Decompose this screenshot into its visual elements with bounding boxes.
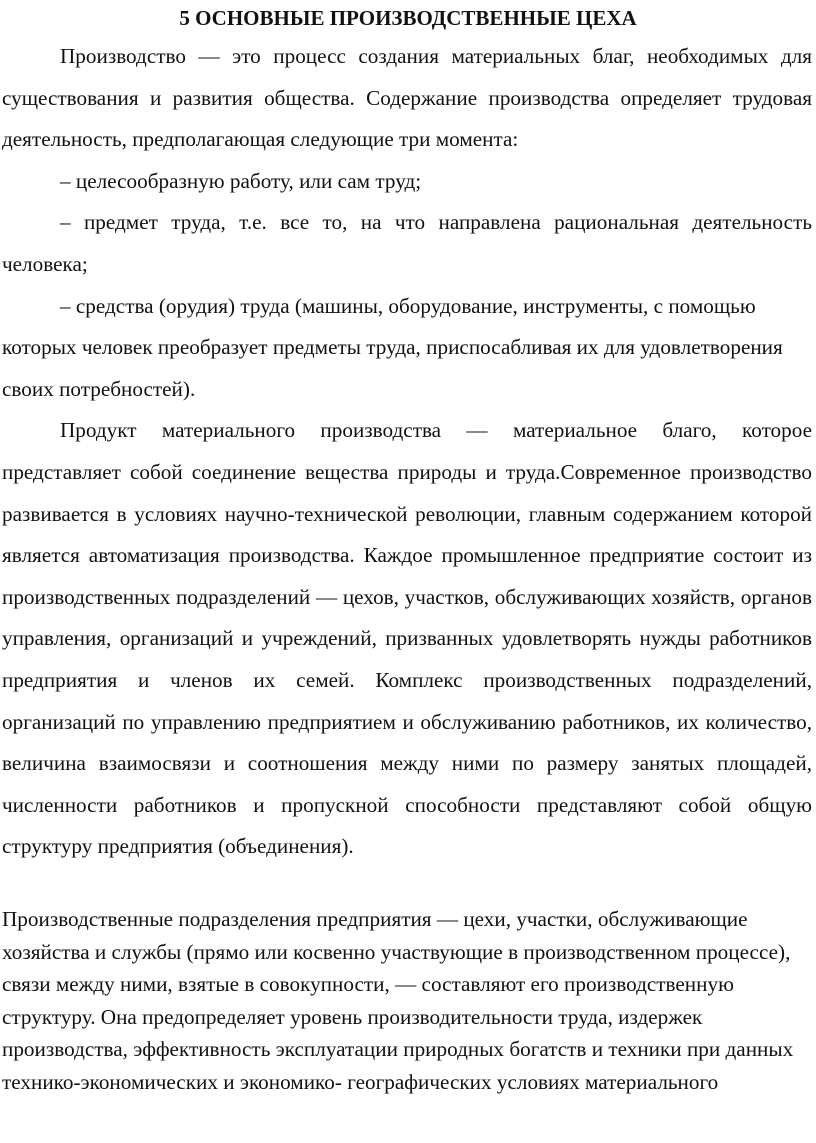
paragraph-production-structure: Производственные подразделения предприятия — цехи, участки, обслуживающие хозяйства и службы (прямо или косвенно участвующие в производственном процессе), связи между ними, взятые в совокупности, — составляют его производственную структуру. Она предопределяет уровень производительности труда, издержек производства, эффективность эксплуатации природных богатств и техники при данных технико-экономических и экономико- географических условиях материального <box>2 907 794 1094</box>
secondary-text-block <box>2 903 812 1098</box>
list-item-means-of-labor: – средства (орудия) труда (машины, оборудование, инструменты, с помощью которых человек преобразует предметы труда, приспосабливая их для удовлетворения своих потребностей). <box>2 293 783 401</box>
paragraph-product-and-structure: Продукт материального производства — материальное благо, которое представляет собой соединение вещества природы и труда.Современное производство развивается в условиях научно-технической революции, главным содержанием которой является автоматизация производства. Каждое промышленное предприятие состоит из производственных подразделений — цехов, участков, обслуживающих хозяйств, органов управления, организаций и учреждений, призванных удовлетворять нужды работников предприятия и членов их семей. Комплекс производственных подразделений, организаций по управлению предприятием и обслуживанию работников, их количество, величина взаимосвязи и соотношения между ними по размеру занятых площадей, численности работников и пропускной способности представляют собой общую структуру предприятия (объединения). <box>2 418 812 859</box>
paragraph-production-definition: Производство — это процесс создания материальных благ, необходимых для существования и развития общества. Содержание производства определяет трудовая деятельность, предполагающая следующие три момента: <box>2 44 812 152</box>
list-item-purposeful-work: – целесообразную работу, или сам труд; <box>60 168 422 193</box>
main-text-block <box>2 36 812 868</box>
list-item-subject-of-labor: – предмет труда, т.е. все то, на что направлена рациональная деятельность человека; <box>2 210 812 276</box>
document-title: 5 ОСНОВНЫЕ ПРОИЗВОДСТВЕННЫЕ ЦЕХА <box>179 6 637 30</box>
